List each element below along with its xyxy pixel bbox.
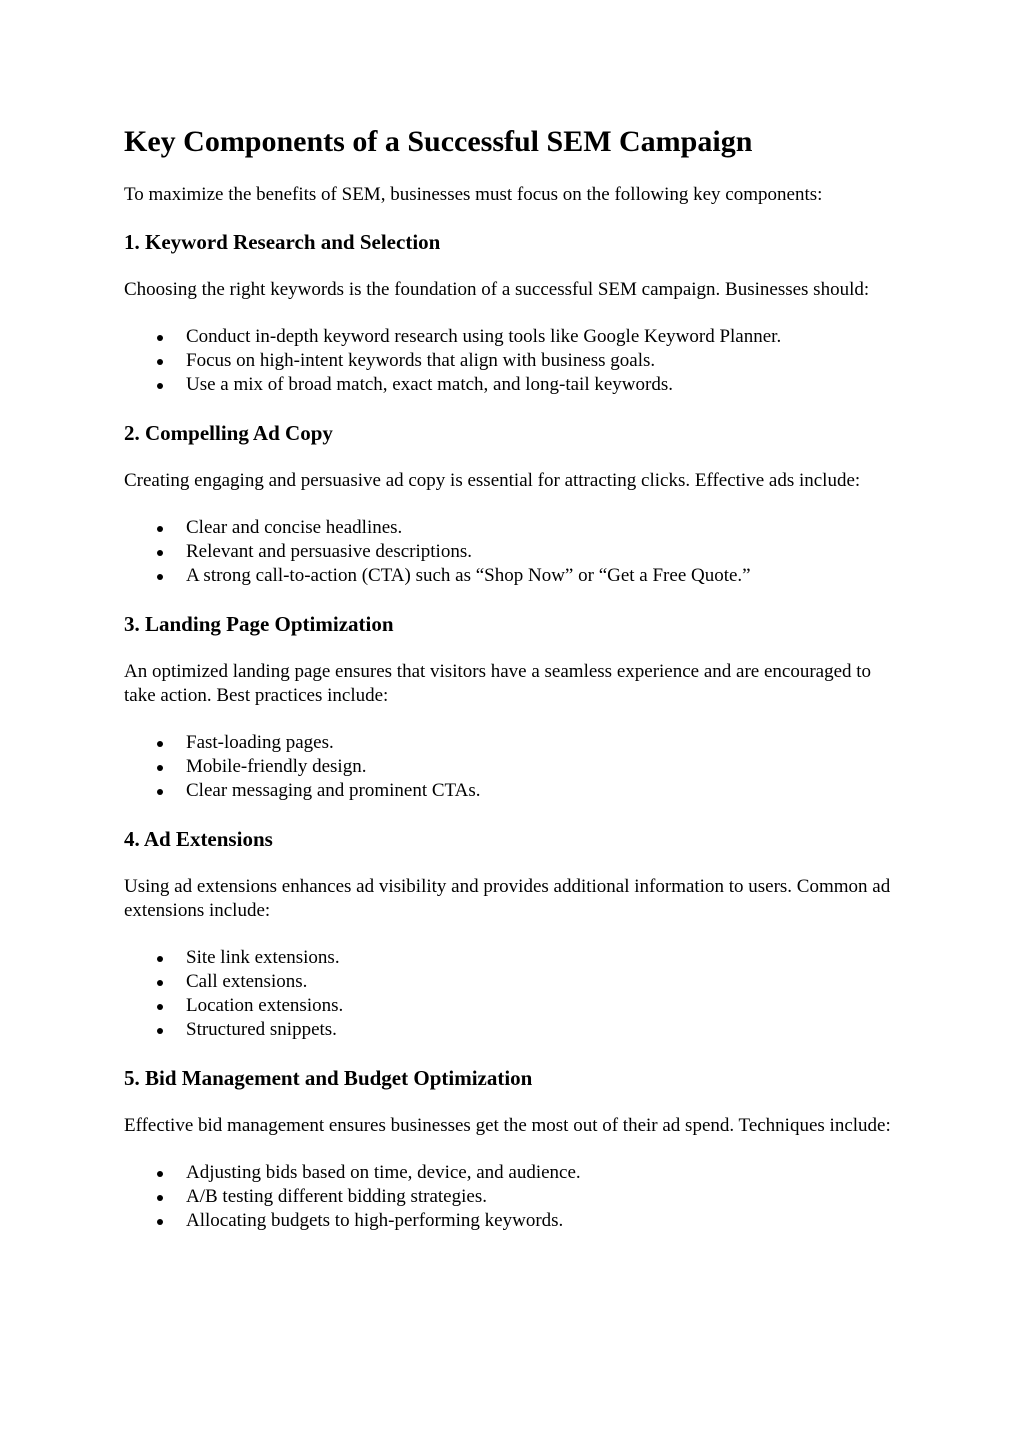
content-section [124, 611, 904, 803]
bullet-item: A strong call-to-action (CTA) such as “Shop Now” or “Get a Free Quote.” [124, 564, 904, 588]
section-heading: 4. Ad Extensions [124, 827, 273, 851]
sections-container [124, 229, 904, 1233]
section-paragraph: Choosing the right keywords is the foundation of a successful SEM campaign. Businesses should: [124, 279, 870, 300]
section-paragraph: An optimized landing page ensures that visitors have a seamless experience and are encouraged to take action. Best practices include: [124, 661, 872, 706]
bullet-item: Call extensions. [124, 970, 904, 994]
bullet-list [124, 731, 904, 803]
section-heading: 1. Keyword Research and Selection [124, 230, 441, 254]
bullet-item: Structured snippets. [124, 1018, 904, 1042]
document-page [124, 124, 904, 1256]
bullet-item: Focus on high-intent keywords that align with business goals. [124, 349, 904, 373]
bullet-list [124, 946, 904, 1042]
bullet-item: Clear and concise headlines. [124, 516, 904, 540]
section-heading: 3. Landing Page Optimization [124, 612, 394, 636]
bullet-item: Location extensions. [124, 994, 904, 1018]
intro-paragraph: To maximize the benefits of SEM, businesses must focus on the following key components: [124, 184, 823, 205]
bullet-item: Relevant and persuasive descriptions. [124, 540, 904, 564]
section-paragraph: Using ad extensions enhances ad visibility and provides additional information to users. Common ad extensions include: [124, 876, 891, 921]
page-title: Key Components of a Successful SEM Campaign [124, 125, 753, 158]
section-heading: 5. Bid Management and Budget Optimization [124, 1066, 533, 1090]
bullet-item: Adjusting bids based on time, device, and audience. [124, 1161, 904, 1185]
bullet-item: Allocating budgets to high-performing keywords. [124, 1209, 904, 1233]
section-paragraph: Effective bid management ensures businesses get the most out of their ad spend. Techniques include: [124, 1115, 891, 1136]
content-section [124, 1065, 904, 1233]
bullet-item: Fast-loading pages. [124, 731, 904, 755]
section-heading: 2. Compelling Ad Copy [124, 421, 333, 445]
section-paragraph: Creating engaging and persuasive ad copy is essential for attracting clicks. Effective ads include: [124, 470, 861, 491]
bullet-item: Mobile-friendly design. [124, 755, 904, 779]
bullet-item: Use a mix of broad match, exact match, and long-tail keywords. [124, 373, 904, 397]
bullet-list [124, 1161, 904, 1233]
bullet-item: Clear messaging and prominent CTAs. [124, 779, 904, 803]
bullet-list [124, 516, 904, 588]
content-section [124, 826, 904, 1042]
bullet-item: Site link extensions. [124, 946, 904, 970]
content-section [124, 420, 904, 588]
bullet-item: Conduct in-depth keyword research using tools like Google Keyword Planner. [124, 325, 904, 349]
bullet-item: A/B testing different bidding strategies. [124, 1185, 904, 1209]
bullet-list [124, 325, 904, 397]
content-section [124, 229, 904, 397]
